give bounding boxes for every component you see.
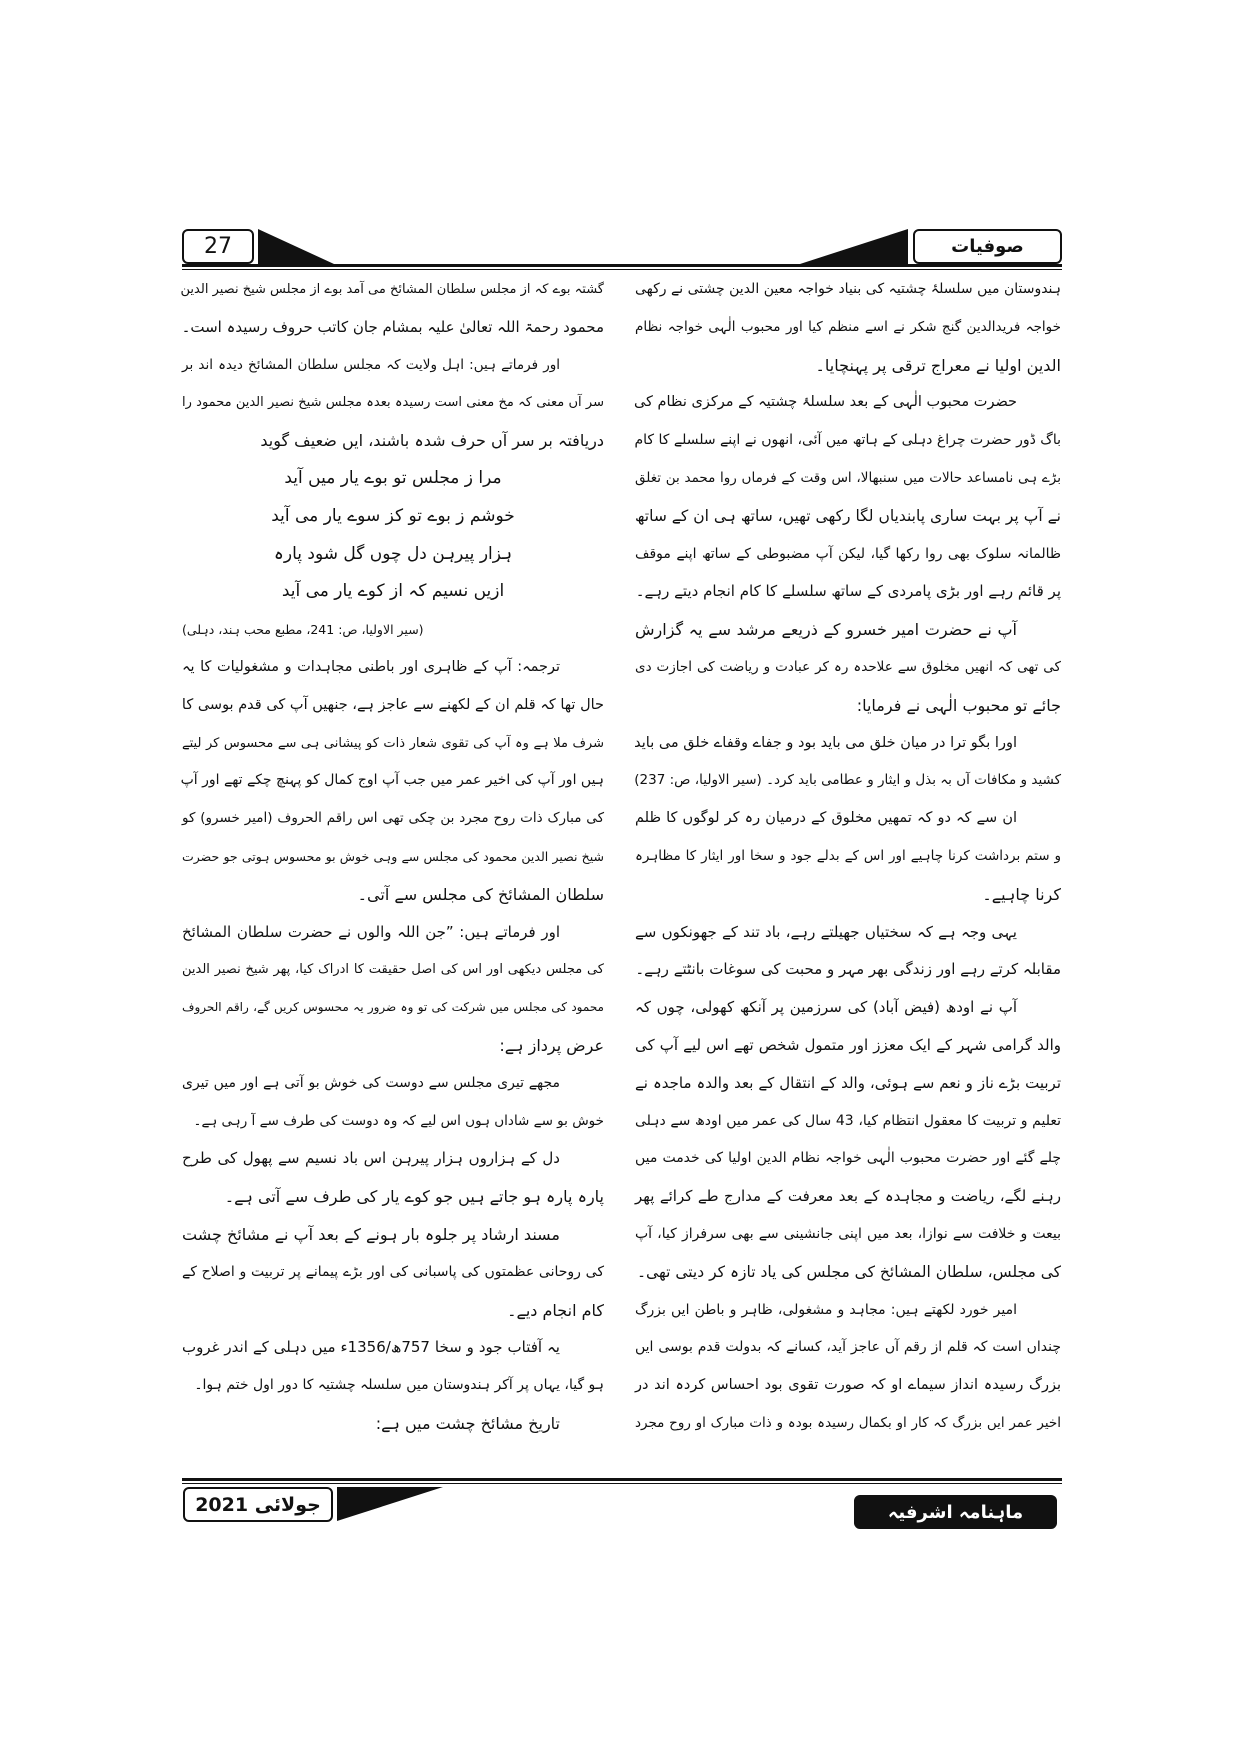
- text-line: ظالمانہ سلوک بھی روا رکھا گیا، لیکن آپ مضبوطی کے ساتھ اپنے موقف: [635, 545, 1061, 562]
- issue-date: جولائی 2021: [195, 1493, 321, 1516]
- text-line: و ستم برداشت کرنا چاہیے اور اس کے بدلے جود و سخا اور ایثار کا مظاہرہ: [635, 847, 1061, 864]
- text-line: ہندوستان میں سلسلۂ چشتیہ کی بنیاد خواجہ معین الدین چشتی نے رکھی: [635, 281, 1061, 297]
- text-line: تاریخ مشائخ چشت میں ہے:: [375, 1413, 560, 1433]
- text-line: حال تھا کہ قلم ان کے لکھنے سے عاجز ہے، جنھیں آپ کی قدم بوسی کا: [181, 696, 604, 713]
- verse-line: ہزار پیرہن دل چوں گل شود پارہ: [273, 543, 513, 564]
- text-line: تعلیم و تربیت کا معقول انتظام کیا، 43 سال کی عمر میں اودھ سے دہلی: [635, 1112, 1061, 1129]
- text-line: شرف ملا ہے وہ آپ کی تقوی شعار ذات کو پیشانی ہی سے محسوس کر لیتے: [182, 735, 604, 751]
- text-line: اورا بگو ترا در میان خلق می باید بود و جفاے وقفاے خلق می باید: [634, 734, 1017, 751]
- text-line: ہیں اور آپ کی اخیر عمر میں جب آپ اوج کمال کو پہنچ چکے تھے اور آپ: [180, 772, 604, 789]
- text-line: کی مبارک ذات روح مجرد بن چکی تھی اس راقم الحروف (امیر خسرو) کو: [182, 810, 604, 827]
- text-line: آپ نے اودھ (فیض آباد) کی سرزمین پر آنکھ کھولی، چوں کہ: [635, 998, 1017, 1017]
- text-line: سر آں معنی کہ مخ معنی است رسیدہ بعدہ مجلس شیخ نصیر الدین محمود را: [182, 395, 604, 411]
- text-line: دل کے ہزاروں ہزار پیرہن اس باد نسیم سے پھول کی طرح: [182, 1149, 560, 1168]
- text-line: پر قائم رہے اور بڑی پامردی کے ساتھ سلسلے کا کام انجام دیتے رہے۔: [635, 582, 1061, 601]
- text-line: مسند ارشاد پر جلوہ بار ہونے کے بعد آپ نے مشائخ چشت: [182, 1224, 560, 1244]
- text-line: چنداں است کہ قلم از رقم آں عاجز آید، کسانے کہ بدولت قدم بوسی ایں: [635, 1339, 1061, 1356]
- text-line: یہی وجہ ہے کہ سختیاں جھیلتے رہے، باد تند کے جھونکوں سے: [635, 922, 1017, 941]
- footer-rule: [182, 1478, 1062, 1484]
- text-line: یہ آفتاب جود و سخا 757ھ/1356ء میں دہلی کے اندر غروب: [182, 1338, 560, 1357]
- section-title-box: [913, 229, 1062, 264]
- text-line: اور فرماتے ہیں: ”جن اللہ والوں نے حضرت سلطان المشائخ: [182, 922, 560, 941]
- text-line: ترجمہ: آپ کے ظاہری اور باطنی مجاہدات و مشغولیات کا یہ: [182, 658, 560, 675]
- text-line: کشید و مکافات آں بہ بذل و ایثار و عطامی باید کرد۔ (سیر الاولیا، ص: 237): [634, 772, 1061, 789]
- citation-line: (سیر الاولیا، ص: 241، مطبع محب ہند، دہلی): [182, 622, 424, 638]
- text-line: امیر خورد لکھتے ہیں: مجاہد و مشغولی، ظاہر و باطن ایں بزرگ: [635, 1301, 1017, 1318]
- text-line: محمود کی مجلس میں شرکت کی تو وہ ضرور یہ محسوس کریں گے، راقم الحروف: [182, 1000, 604, 1015]
- text-line: خواجہ فریدالدین گنج شکر نے اسے منظم کیا اور محبوب الٰہی خواجہ نظام: [635, 318, 1061, 335]
- header-left-triangle: [258, 229, 334, 264]
- text-line: آپ نے حضرت امیر خسرو کے ذریعے مرشد سے یہ گزارش: [635, 620, 1017, 640]
- text-line: دریافتہ بر سر آں حرف شدہ باشند، ایں ضعیف گوید: [260, 431, 604, 451]
- text-line: ان سے کہ دو کہ تمھیں مخلوق کے درمیان رہ کر لوگوں کا ظلم: [635, 810, 1017, 827]
- footer-triangle: [337, 1487, 443, 1521]
- text-line: باگ ڈور حضرت چراغ دہلی کے ہاتھ میں آئی، انھوں نے اپنے سلسلے کا کام: [634, 432, 1061, 449]
- section-title: صوفیات: [951, 236, 1024, 257]
- text-line: حضرت محبوب الٰہی کے بعد سلسلۂ چشتیہ کے مرکزی نظام کی: [633, 394, 1017, 411]
- page-number-box: [182, 229, 254, 264]
- text-line: عرض پرداز ہے:: [499, 1035, 604, 1055]
- text-line: ہو گیا، یہاں پر آکر ہندوستان میں سلسلہ چشتیہ کا دور اول ختم ہوا۔: [194, 1377, 604, 1394]
- text-line: اخیر عمر ایں بزرگ کہ کار او بکمال رسیدہ بودہ و ذات مبارک او روح مجرد: [635, 1414, 1061, 1431]
- text-line: خوش بو سے شاداں ہوں اس لیے کہ وہ دوست کی طرف سے آ رہی ہے۔: [193, 1112, 604, 1129]
- magazine-name-box: [854, 1495, 1057, 1529]
- verse-line: خوشم ز بوے تو کز سوے یار می آید: [271, 505, 515, 526]
- text-line: کی تھی کہ انھیں مخلوق سے علاحدہ رہ کر عبادت و ریاضت کی اجازت دی: [635, 658, 1061, 675]
- text-line: مقابلہ کرتے رہے اور زندگی بھر مہر و محبت کی سوغات بانٹتے رہے۔: [635, 960, 1061, 979]
- text-line: کام انجام دیے۔: [507, 1300, 604, 1320]
- verse-line: مرا ز مجلس تو بوے یار میں آید: [284, 467, 502, 488]
- text-line: محمود رحمۃ اللہ تعالیٰ علیہ بمشام جان کاتب حروف رسیدہ است۔: [181, 317, 604, 336]
- text-line: بزرگ رسیدہ انداز سیماے او کہ صورت تقوی بود احساس کردہ اند در: [635, 1377, 1061, 1394]
- header-right-triangle: [800, 229, 908, 264]
- text-line: بیعت و خلافت سے نوازا، بعد میں اپنی جانشینی سے بھی سرفراز کیا، آپ: [635, 1225, 1061, 1242]
- text-line: بڑے ہی نامساعد حالات میں سنبھالا، اس وقت کے فرماں روا محمد بن تغلق: [635, 469, 1061, 486]
- verse-line: ازیں نسیم کہ از کوے یار می آید: [281, 581, 505, 602]
- text-line: کی روحانی عظمتوں کی پاسبانی کی اور بڑے پیمانے پر تربیت و اصلاح کے: [182, 1263, 604, 1280]
- page-number: 27: [204, 234, 232, 259]
- text-line: والد گرامی شہر کے ایک معزز اور متمول شخص تھے اس لیے آپ کی: [635, 1035, 1061, 1054]
- text-line: جائے تو محبوب الٰہی نے فرمایا:: [856, 695, 1061, 715]
- text-line: تربیت بڑے ناز و نعم سے ہوئی، والد کے انتقال کے بعد والدہ ماجدہ نے: [635, 1073, 1061, 1092]
- text-line: اور فرماتے ہیں: اہل ولایت کہ مجلس سلطان المشائخ دیدہ اند بر: [182, 356, 560, 373]
- magazine-name: ماہنامہ اشرفیہ: [887, 1501, 1024, 1523]
- text-line: کی مجلس دیکھی اور اس کی اصل حقیقت کا ادراک کیا، پھر شیخ نصیر الدین: [182, 962, 604, 978]
- text-line: الدین اولیا نے معراج ترقی پر پہنچایا۔: [815, 355, 1061, 375]
- left-column: [182, 271, 604, 1443]
- text-line: شیخ نصیر الدین محمود کی مجلس سے وہی خوش بو محسوس ہوتی جو حضرت: [182, 848, 604, 864]
- header-rule: [182, 264, 1062, 270]
- text-line: رہنے لگے، ریاضت و مجاہدہ کے بعد معرفت کے مدارج طے کرائے پھر: [635, 1187, 1061, 1206]
- text-line: نے آپ پر بہت ساری پابندیاں لگا رکھی تھیں، ساتھ ہی ان کے ساتھ: [635, 506, 1061, 525]
- right-column: [635, 271, 1061, 1443]
- text-line: پارہ پارہ ہو جاتے ہیں جو کوے یار کی طرف سے آتی ہے۔: [224, 1187, 604, 1207]
- text-line: سلطان المشائخ کی مجلس سے آتی۔: [357, 884, 604, 904]
- issue-date-box: [183, 1487, 333, 1522]
- text-line: چلے گئے اور حضرت محبوب الٰہی خواجہ نظام الدین اولیا کی خدمت میں: [635, 1150, 1061, 1167]
- text-line: مجھے تیری مجلس سے دوست کی خوش بو آتی ہے اور میں تیری: [182, 1074, 560, 1091]
- text-line: کی مجلس، سلطان المشائخ کی مجلس کی یاد تازہ کر دیتی تھی۔: [636, 1262, 1061, 1281]
- text-line: کرنا چاہیے۔: [982, 884, 1061, 904]
- text-line: گشتہ بوے کہ از مجلس سلطان المشائخ می آمد بوے از مجلس شیخ نصیر الدین: [180, 282, 604, 297]
